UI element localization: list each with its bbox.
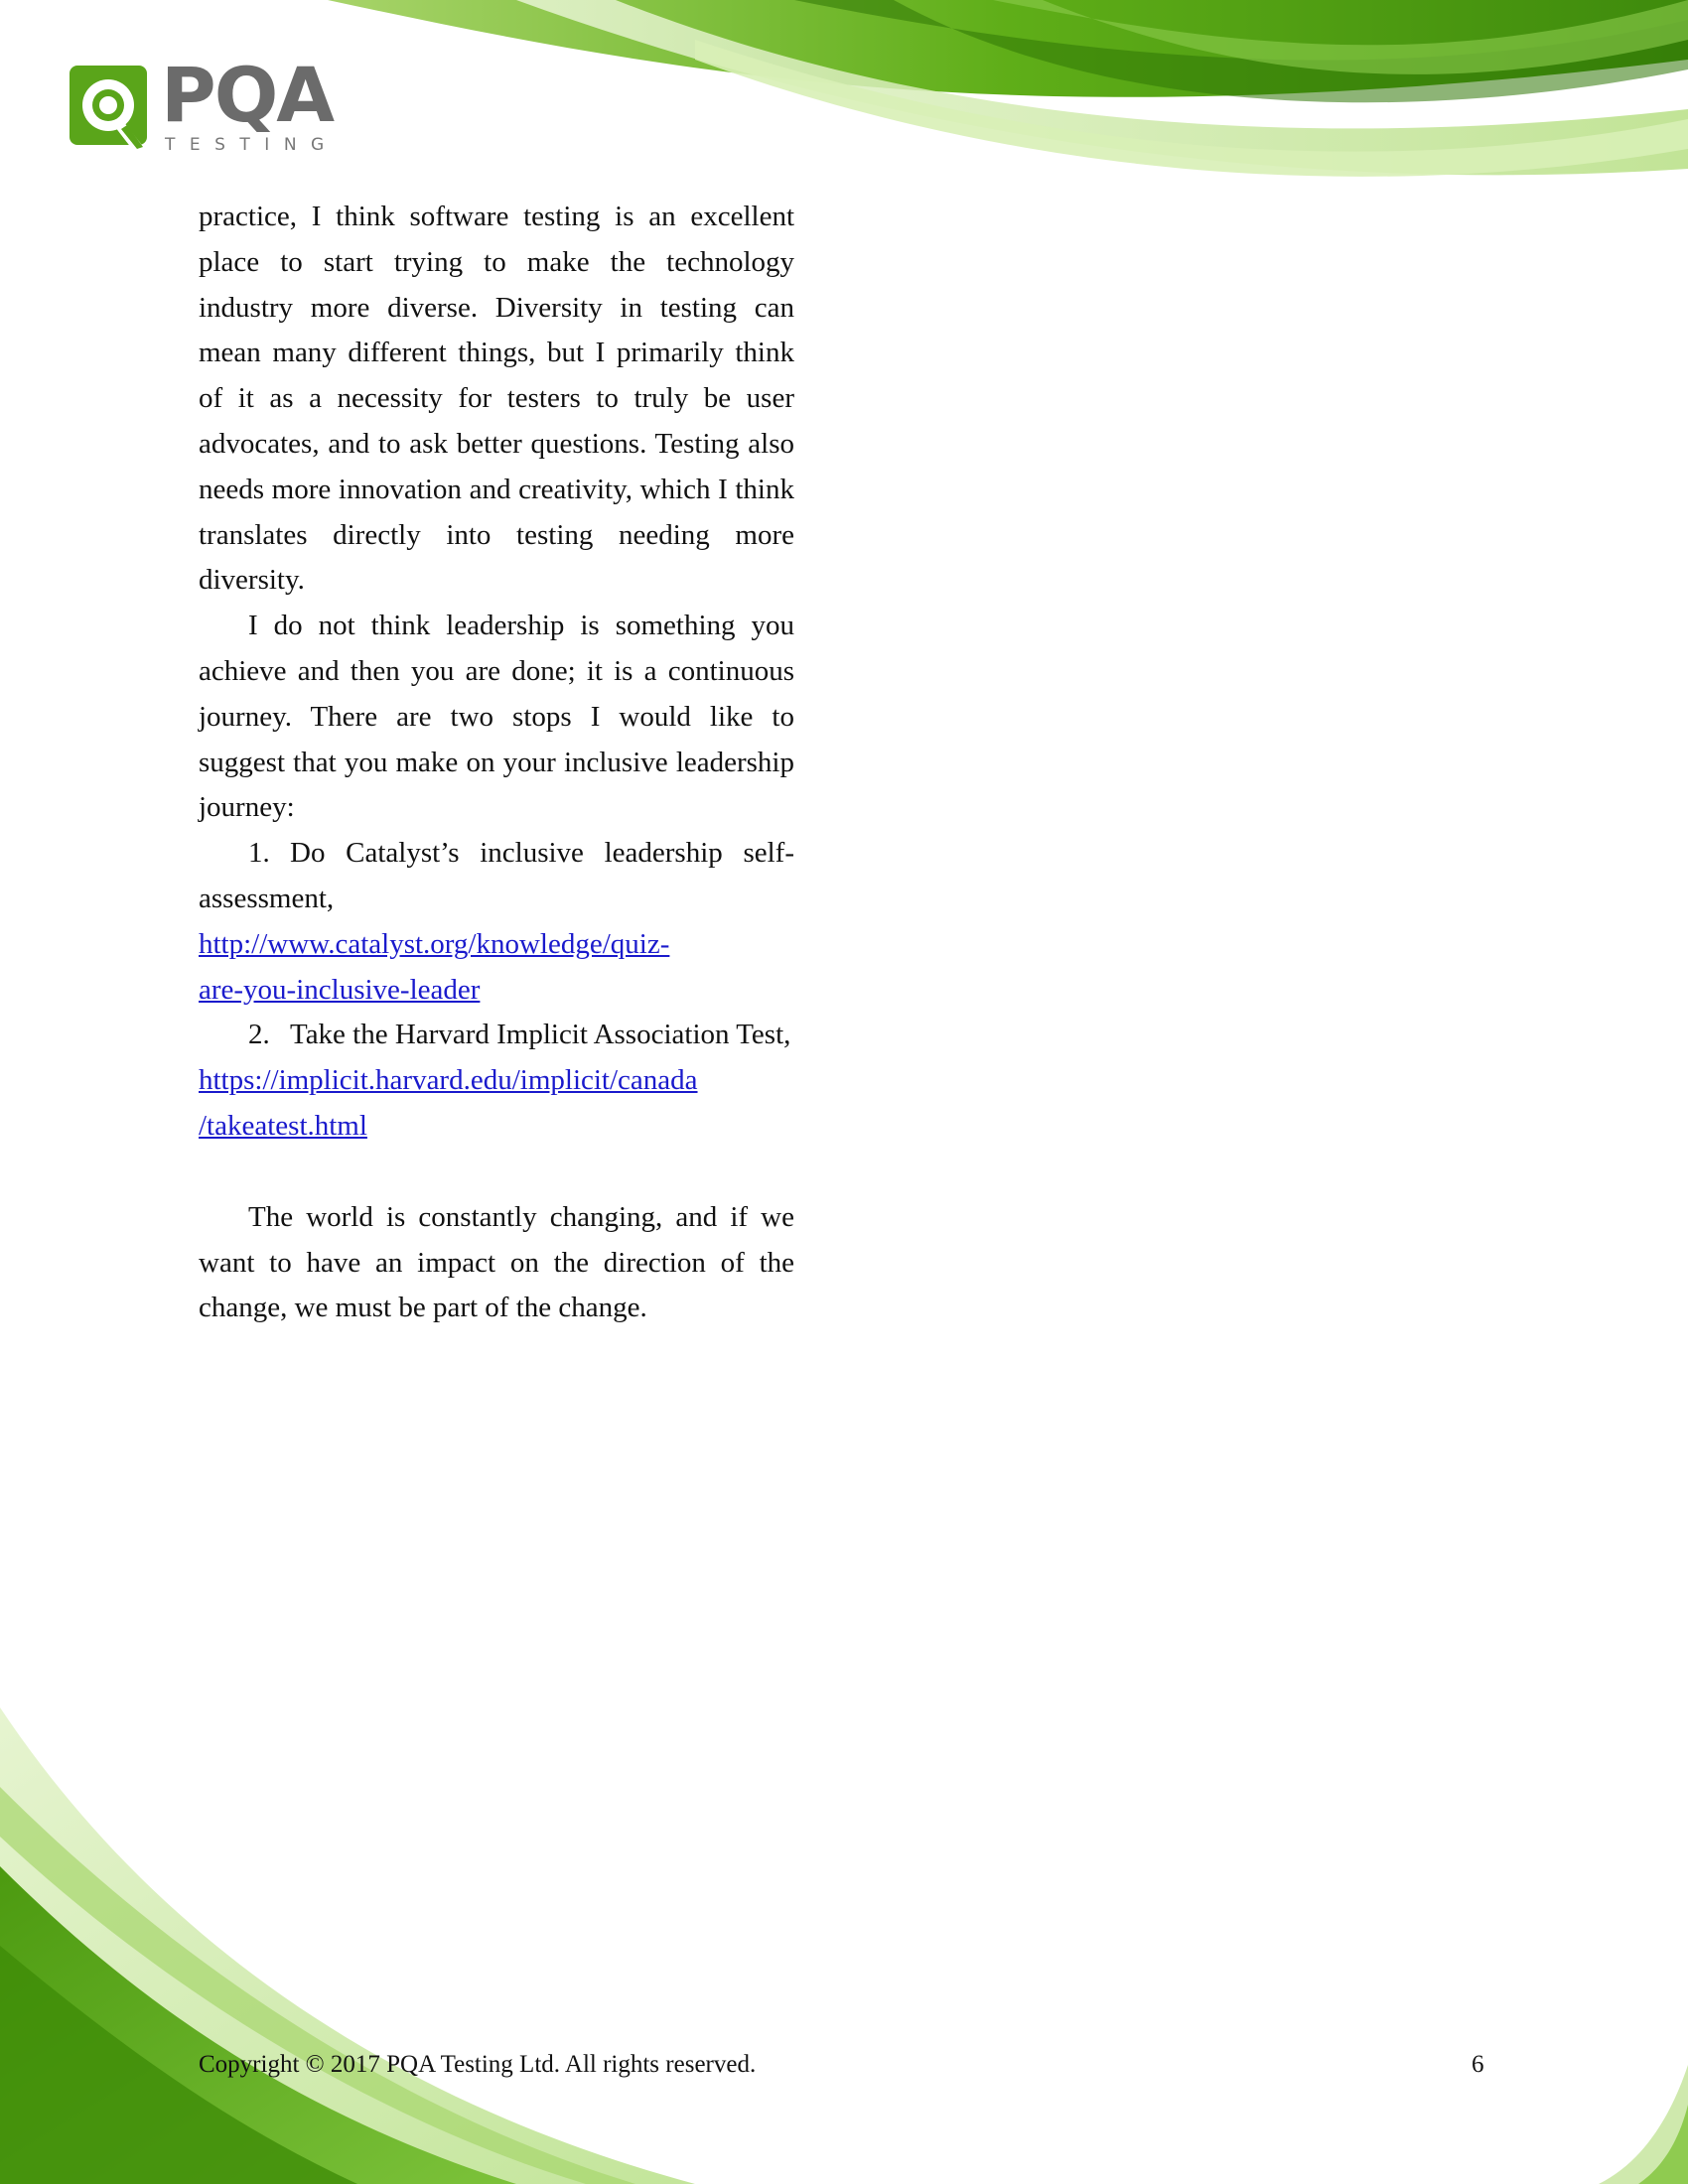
- pqa-logo: [70, 51, 367, 161]
- logo-tagline: TESTING: [165, 135, 339, 155]
- list-number: 2.: [248, 1019, 270, 1051]
- list-item-text: Take the Harvard Implicit Association Test,: [290, 1019, 791, 1051]
- list-item-catalyst: [199, 831, 794, 922]
- list-item-harvard: [199, 1013, 794, 1058]
- footer-copyright: Copyright © 2017 PQA Testing Ltd. All rights reserved.: [199, 2051, 757, 2078]
- spacer: [199, 1150, 794, 1195]
- logo-wordmark: PQA: [161, 51, 334, 139]
- magnifier-q-icon: [70, 62, 155, 157]
- link-catalyst-quiz[interactable]: http://www.catalyst.org/knowledge/quiz- are-you-inclusive-leader: [199, 927, 670, 1006]
- body-text: [199, 195, 794, 1331]
- paragraph-leadership: I do not think leadership is something you achieve and then you are done; it is a continuous journey. There are two stops I would like to suggest that you make on your inclusive leadership journey:: [199, 610, 794, 824]
- list-item-text: Do Catalyst’s inclusive leadership self-assessment,: [199, 837, 794, 914]
- link-harvard-iat[interactable]: https://implicit.harvard.edu/implicit/canada /takeatest.html: [199, 1064, 698, 1142]
- paragraph-diversity: practice, I think software testing is an excellent place to start trying to make the technology industry more diverse. Diversity in testing can mean many different things, but I primarily think of it as a necessity for testers to truly be user advocates, and to ask better questions. Testing also needs more innovation and creativity, which I think translates directly into testing needing more diversity.: [199, 201, 794, 597]
- page-number: 6: [1472, 2051, 1484, 2078]
- paragraph-closing: The world is constantly changing, and if we want to have an impact on the direction of the change, we must be part of the change.: [199, 1200, 794, 1324]
- list-number: 1.: [248, 837, 270, 870]
